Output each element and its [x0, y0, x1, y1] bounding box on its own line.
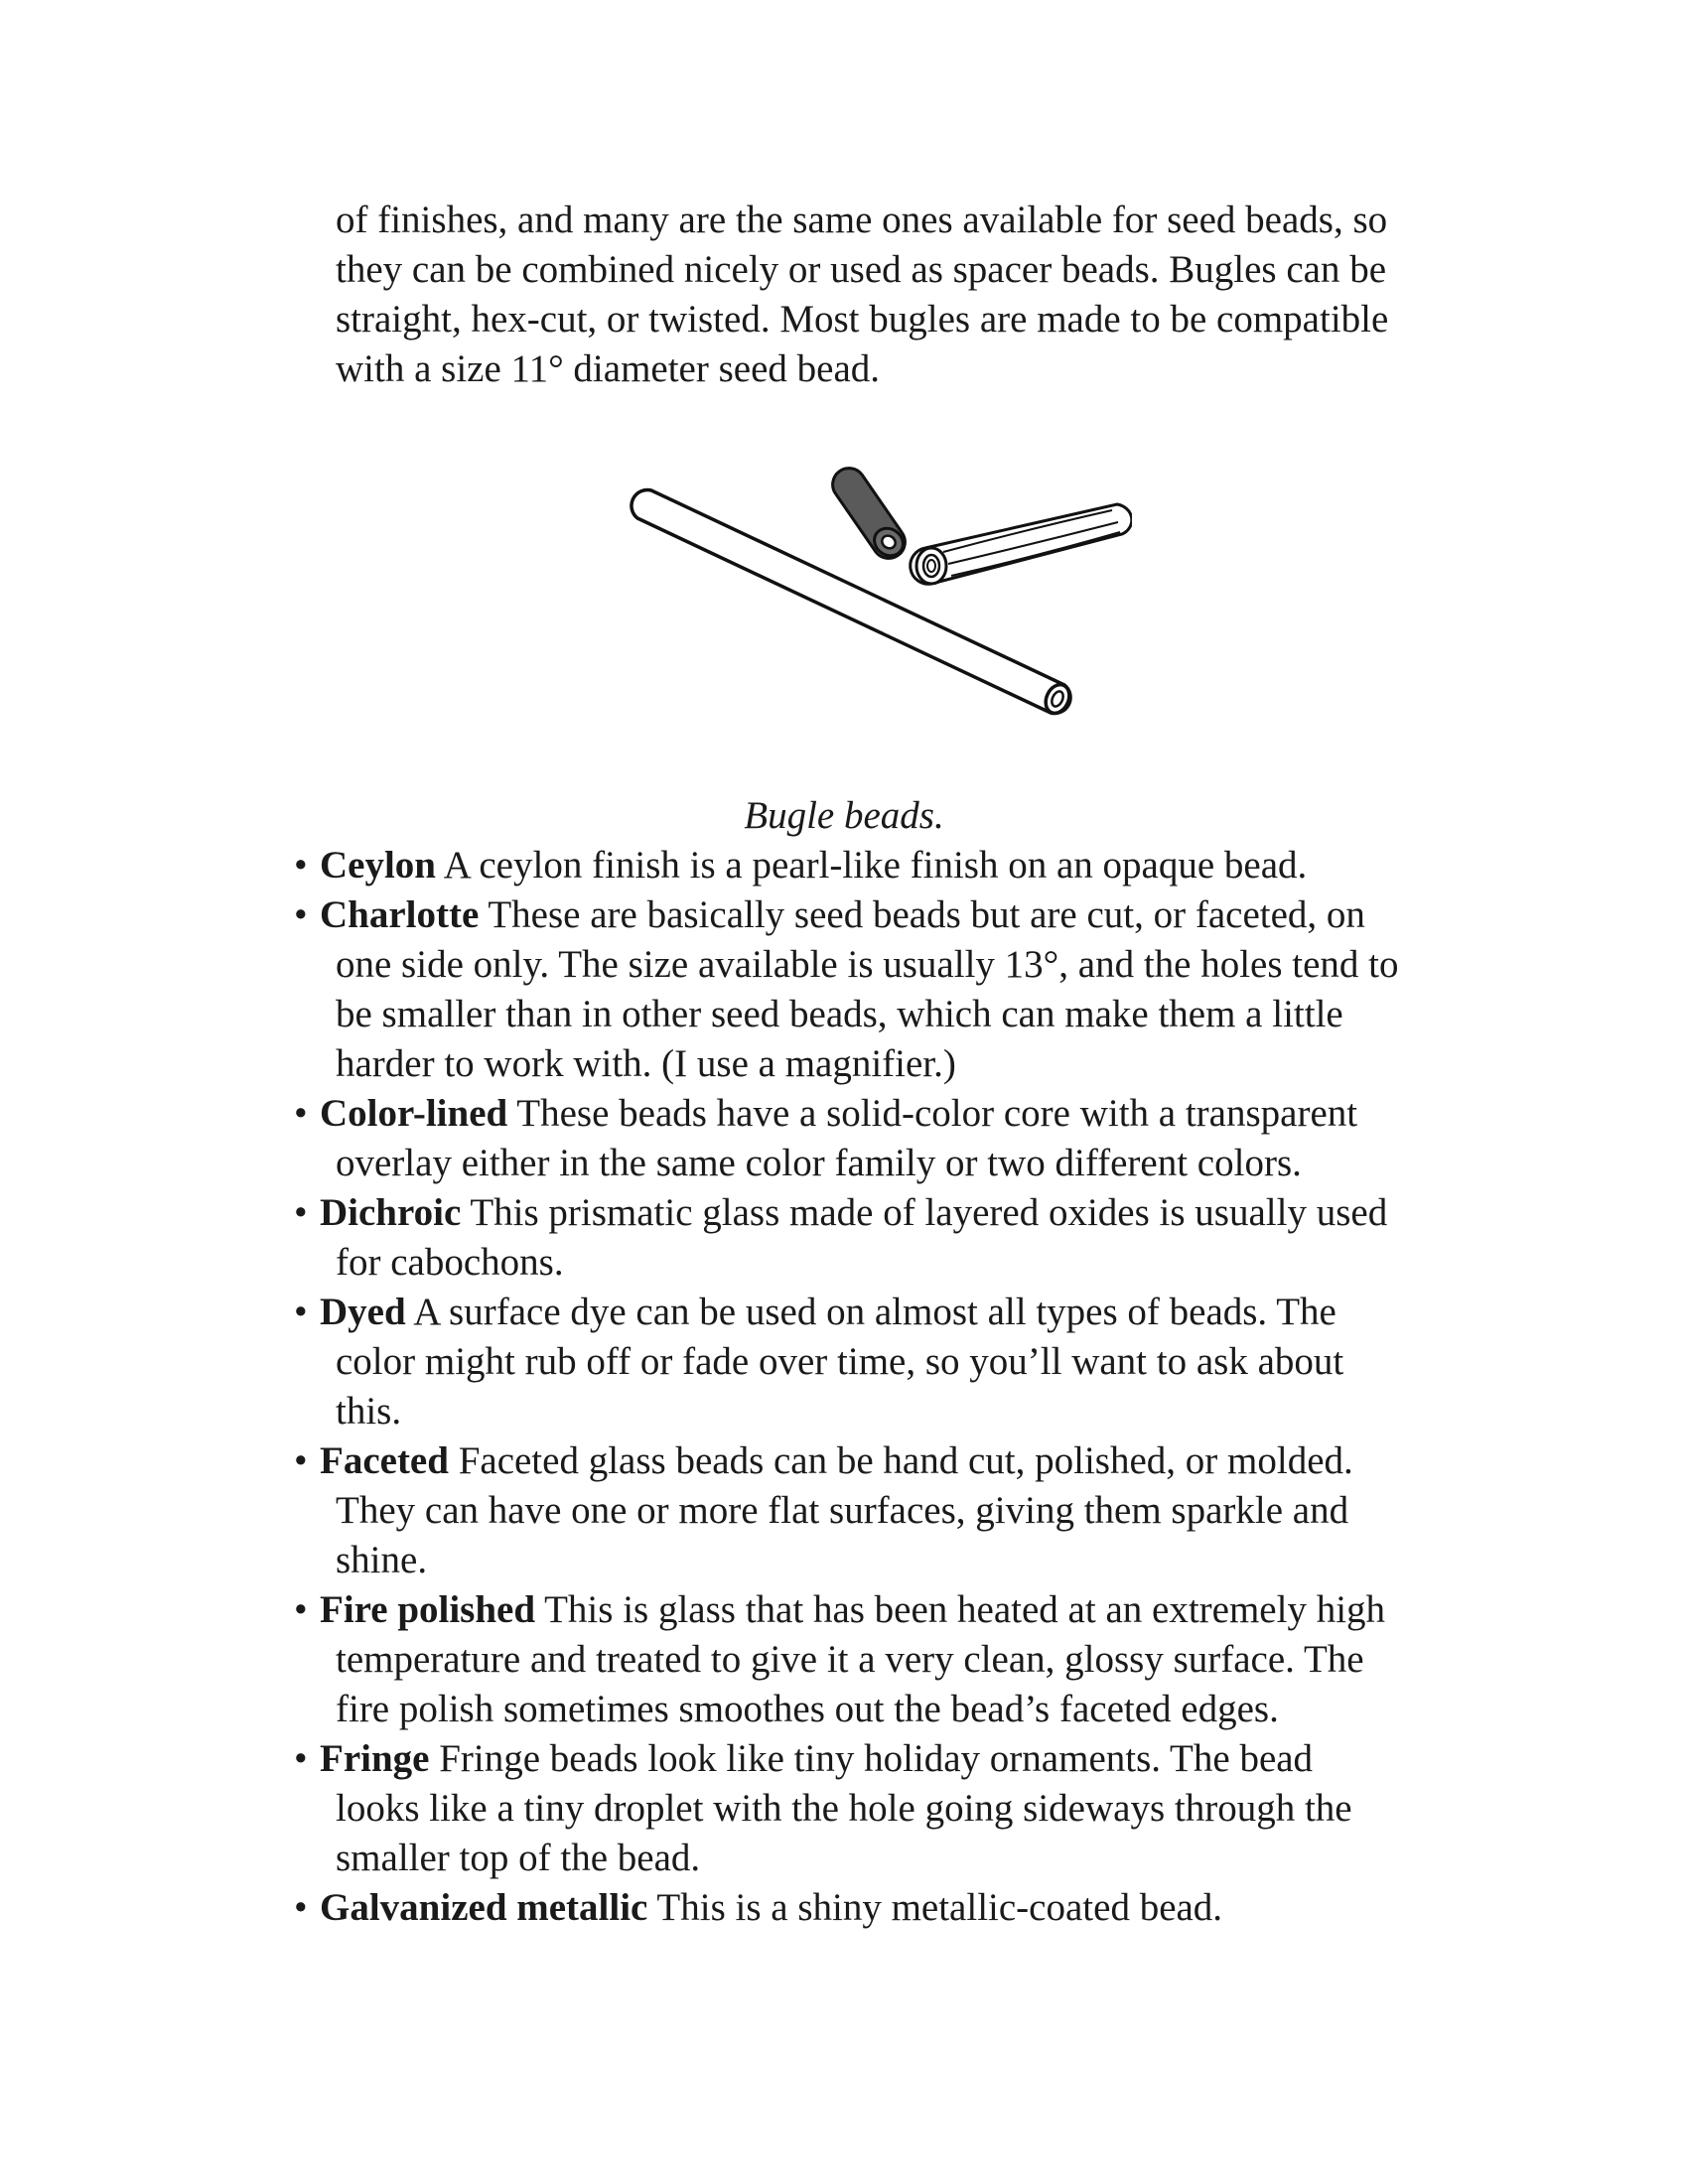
- entry-line: this.: [336, 1390, 402, 1433]
- entry-line: looks like a tiny droplet with the hole going sideways through the: [336, 1787, 1352, 1830]
- bullet: •: [294, 1291, 308, 1333]
- glossary-entry-fringe: [294, 1734, 1505, 1883]
- twisted-bugle-bead: [911, 504, 1132, 584]
- entry-term: Color-lined: [320, 1092, 508, 1135]
- intro-paragraph: [336, 196, 1507, 394]
- entry-text: This prismatic glass made of layered oxides is usually used: [470, 1191, 1388, 1234]
- bugle-beads-figure: [616, 467, 1132, 725]
- bullet: •: [294, 893, 308, 936]
- figure-caption: Bugle beads.: [744, 794, 944, 837]
- glossary-entry-ceylon: [294, 841, 1505, 890]
- bugle-beads-illustration: [616, 467, 1132, 725]
- entry-line: color might rub off or fade over time, so you’ll want to ask about: [336, 1340, 1344, 1383]
- glossary-entry-faceted: [294, 1436, 1505, 1585]
- glossary-entry-dichroic: [294, 1188, 1505, 1288]
- entry-line: smaller top of the bead.: [336, 1837, 701, 1879]
- bullet: •: [294, 1092, 308, 1135]
- glossary-entry-dyed: [294, 1288, 1505, 1436]
- bullet: •: [294, 1886, 308, 1929]
- entry-line: be smaller than in other seed beads, which can make them a little: [336, 993, 1343, 1035]
- entry-term: Fringe: [320, 1737, 430, 1780]
- glossary-entry-fire-polished: [294, 1585, 1505, 1734]
- entry-term: Fire polished: [320, 1588, 536, 1631]
- entry-line: fire polish sometimes smoothes out the bead’s faceted edges.: [336, 1688, 1279, 1730]
- entry-line: [294, 1188, 1505, 1238]
- entry-line: temperature and treated to give it a very clean, glossy surface. The: [336, 1638, 1364, 1681]
- entry-text: A surface dye can be used on almost all types of beads. The: [413, 1291, 1336, 1333]
- entry-text: These are basically seed beads but are cut, or faceted, on: [488, 893, 1365, 936]
- glossary-list: [294, 841, 1505, 1933]
- entry-line: one side only. The size available is usually 13°, and the holes tend to: [336, 943, 1399, 986]
- entry-term: Faceted: [320, 1439, 449, 1482]
- glossary-entry-galvanized-metallic: [294, 1883, 1505, 1933]
- entry-term: Dyed: [320, 1291, 406, 1333]
- entry-line: shine.: [336, 1539, 428, 1581]
- entry-line: harder to work with. (I use a magnifier.): [336, 1042, 956, 1085]
- entry-text: Faceted glass beads can be hand cut, polished, or molded.: [458, 1439, 1353, 1482]
- intro-line: of finishes, and many are the same ones available for seed beads, so: [336, 199, 1388, 241]
- intro-line: with a size 11° diameter seed bead.: [336, 347, 881, 390]
- entry-term: Charlotte: [320, 893, 480, 936]
- entry-text: This is glass that has been heated at an extremely high: [544, 1588, 1386, 1631]
- glossary-entry-color-lined: [294, 1089, 1505, 1188]
- entry-text: A ceylon finish is a pearl-like finish on an opaque bead.: [443, 844, 1308, 887]
- entry-line: [294, 1436, 1505, 1486]
- entry-line: [294, 1585, 1505, 1635]
- bullet: •: [294, 1737, 308, 1780]
- entry-line: [294, 1089, 1505, 1139]
- entry-text: These beads have a solid-color core with a transparent: [516, 1092, 1358, 1135]
- entry-line: for cabochons.: [336, 1241, 564, 1284]
- bullet: •: [294, 1588, 308, 1631]
- short-dark-bugle-bead: [833, 469, 909, 562]
- entry-line: overlay either in the same color family or two different colors.: [336, 1142, 1302, 1184]
- entry-line: [294, 841, 1505, 890]
- entry-text: This is a shiny metallic-coated bead.: [656, 1886, 1223, 1929]
- entry-term: Ceylon: [320, 844, 436, 887]
- entry-line: [294, 1883, 1505, 1933]
- bullet: •: [294, 844, 308, 887]
- entry-term: Galvanized metallic: [320, 1886, 648, 1929]
- long-bugle-bead: [632, 489, 1073, 717]
- entry-line: They can have one or more flat surfaces, giving them sparkle and: [336, 1489, 1349, 1532]
- entry-line: [294, 890, 1505, 940]
- bullet: •: [294, 1191, 308, 1234]
- entry-term: Dichroic: [320, 1191, 462, 1234]
- intro-line: they can be combined nicely or used as spacer beads. Bugles can be: [336, 248, 1387, 291]
- intro-line: straight, hex-cut, or twisted. Most bugles are made to be compatible: [336, 298, 1389, 341]
- bullet: •: [294, 1439, 308, 1482]
- entry-line: [294, 1734, 1505, 1784]
- entry-line: [294, 1288, 1505, 1337]
- entry-text: Fringe beads look like tiny holiday ornaments. The bead: [439, 1737, 1314, 1780]
- glossary-entry-charlotte: [294, 890, 1505, 1089]
